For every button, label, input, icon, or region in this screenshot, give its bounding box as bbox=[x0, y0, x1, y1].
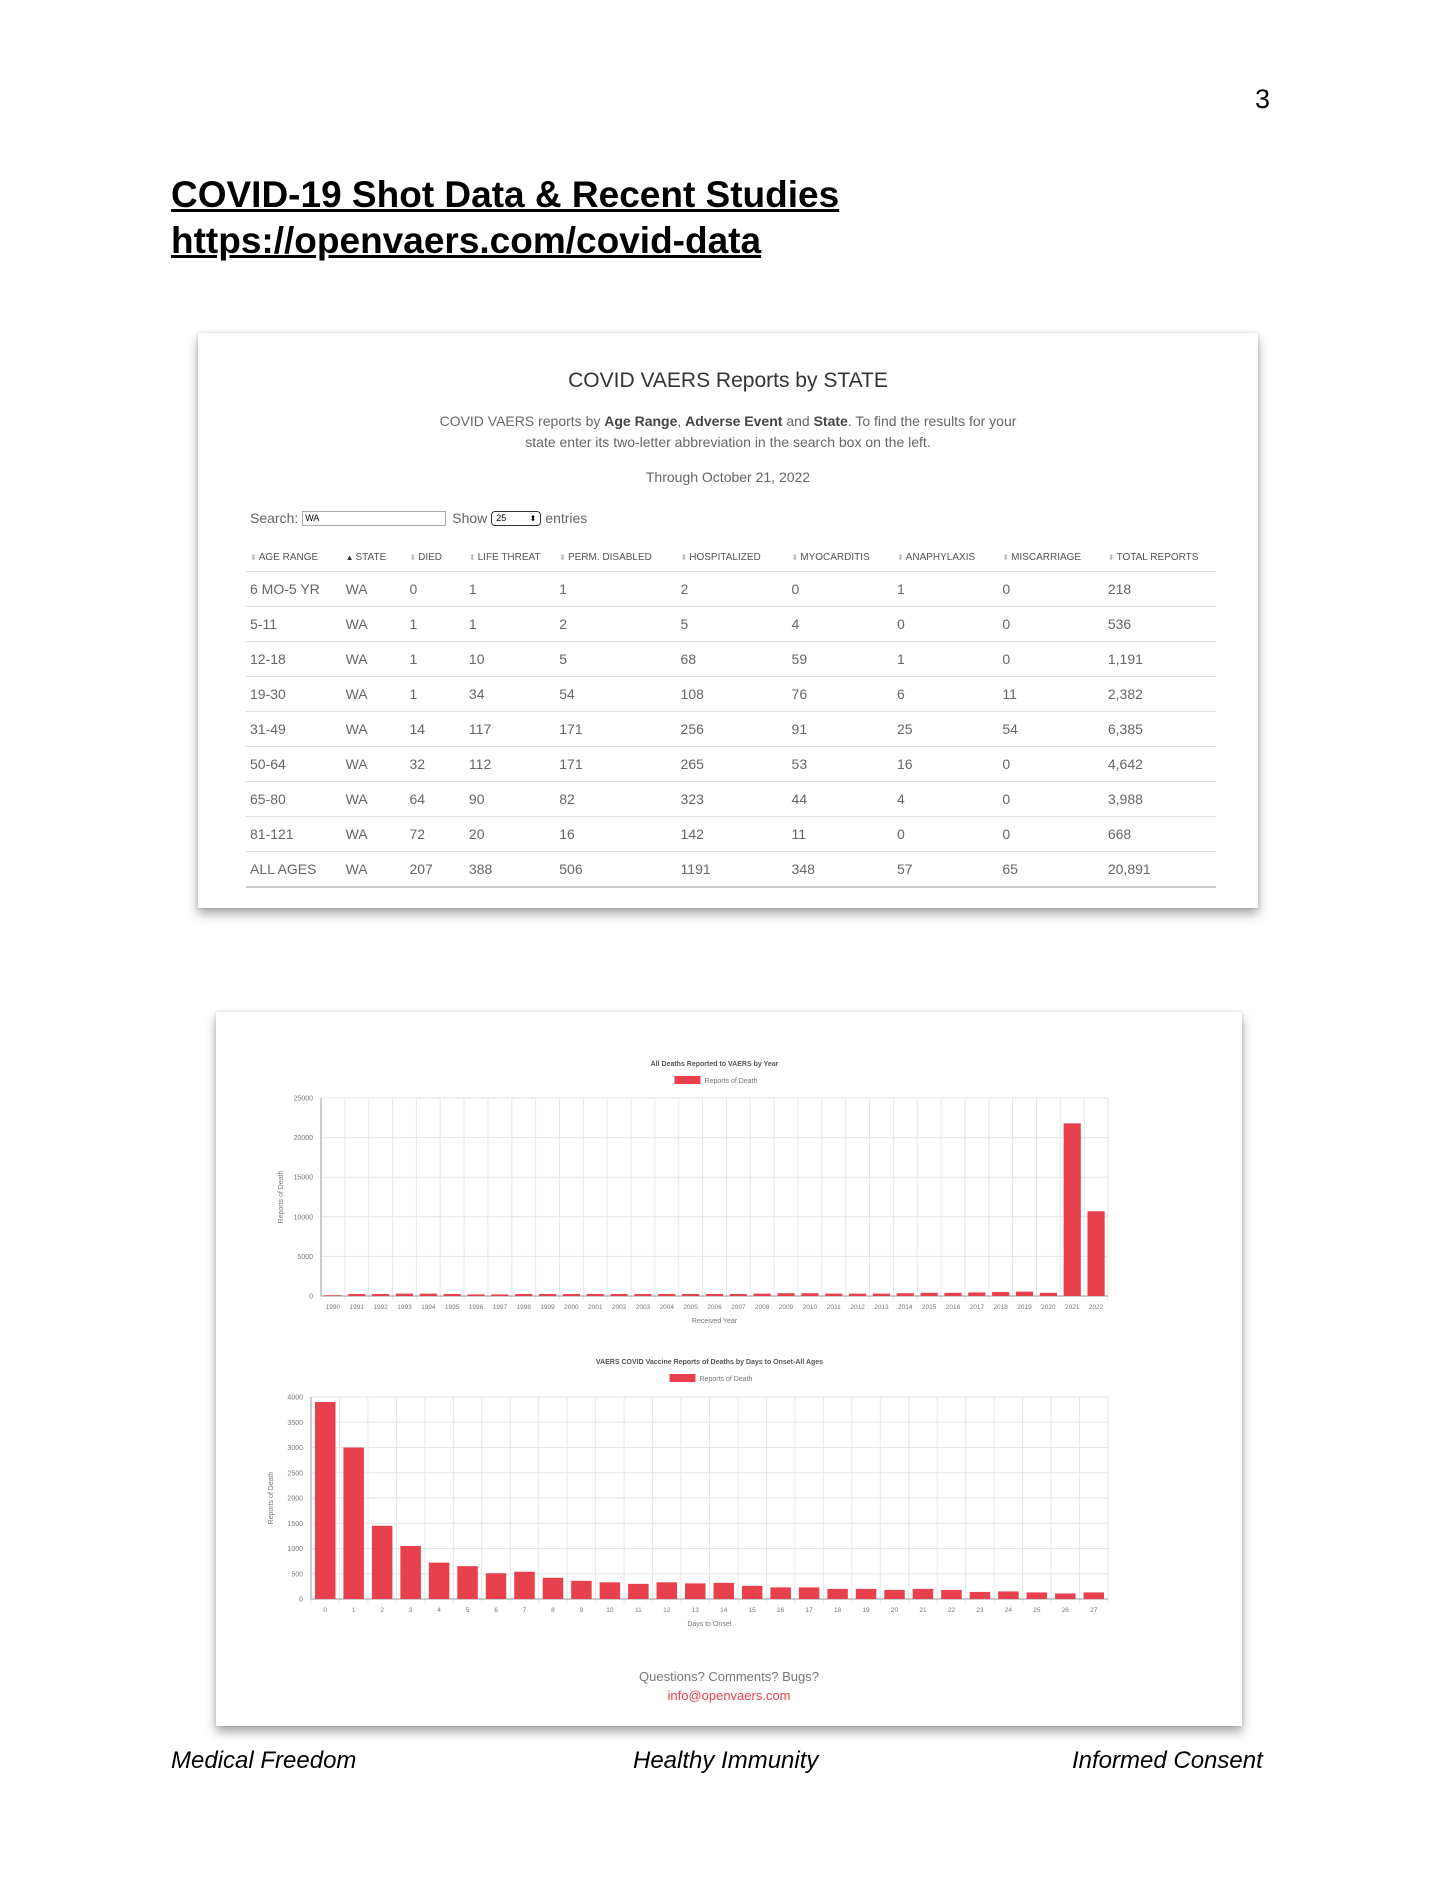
table-cell: 265 bbox=[677, 747, 788, 782]
table-cell: 1 bbox=[893, 642, 998, 677]
bar bbox=[682, 1294, 699, 1296]
table-cell: 54 bbox=[555, 677, 676, 712]
x-tick-label: 17 bbox=[805, 1607, 813, 1614]
bar bbox=[324, 1295, 341, 1296]
table-cell: 348 bbox=[788, 852, 893, 888]
show-label: Show bbox=[452, 510, 488, 526]
table-cell: 6 bbox=[893, 677, 998, 712]
table-row bbox=[246, 642, 1216, 677]
x-tick-label: 6 bbox=[494, 1607, 498, 1614]
table-cell: 0 bbox=[405, 572, 464, 607]
table-cell: 4 bbox=[788, 607, 893, 642]
bar bbox=[998, 1591, 1018, 1599]
bar bbox=[827, 1589, 847, 1599]
x-tick-label: 11 bbox=[634, 1607, 642, 1614]
legend-swatch bbox=[670, 1374, 696, 1382]
x-tick-label: 15 bbox=[748, 1607, 756, 1614]
bar bbox=[777, 1293, 794, 1296]
x-tick-label: 14 bbox=[720, 1607, 728, 1614]
y-tick-label: 1000 bbox=[287, 1546, 303, 1553]
x-tick-label: 2004 bbox=[659, 1304, 675, 1311]
bar bbox=[444, 1294, 461, 1296]
bar bbox=[457, 1566, 477, 1599]
bar bbox=[491, 1294, 508, 1296]
table-cell: 1 bbox=[405, 642, 464, 677]
table-cell: 72 bbox=[405, 817, 464, 852]
bar bbox=[315, 1402, 335, 1599]
table-cell: 34 bbox=[465, 677, 555, 712]
table-cell: 82 bbox=[555, 782, 676, 817]
x-tick-label: 2021 bbox=[1064, 1304, 1080, 1311]
x-tick-label: 2015 bbox=[921, 1304, 937, 1311]
x-tick-label: 3 bbox=[408, 1607, 413, 1614]
x-tick-label: 4 bbox=[437, 1607, 441, 1614]
column-header[interactable]: ⬍ ANAPHYLAXIS bbox=[893, 543, 998, 572]
y-tick-label: 15000 bbox=[293, 1174, 313, 1182]
x-tick-label: 2008 bbox=[754, 1304, 770, 1311]
table-cell: 1,191 bbox=[1104, 642, 1216, 677]
x-tick-label: 2016 bbox=[945, 1304, 961, 1311]
column-header[interactable]: ⬍ TOTAL REPORTS bbox=[1104, 543, 1216, 572]
table-cell: 0 bbox=[998, 747, 1103, 782]
bar bbox=[372, 1294, 389, 1296]
x-tick-label: 2001 bbox=[588, 1304, 603, 1311]
table-cell: 5-11 bbox=[246, 607, 342, 642]
bar bbox=[884, 1590, 904, 1599]
bar bbox=[657, 1582, 677, 1599]
sort-icon: ⬍ bbox=[468, 552, 476, 562]
x-tick-label: 2014 bbox=[898, 1304, 913, 1311]
x-tick-label: 2006 bbox=[707, 1304, 722, 1311]
table-cell: 1 bbox=[555, 572, 676, 607]
sort-icon: ⬍ bbox=[896, 552, 904, 562]
bar bbox=[514, 1572, 534, 1599]
table-cell: 91 bbox=[788, 712, 893, 747]
table-cell: 323 bbox=[677, 782, 788, 817]
state-table-card bbox=[198, 333, 1258, 908]
table-cell: WA bbox=[342, 817, 406, 852]
y-tick-label: 2500 bbox=[287, 1470, 303, 1478]
x-tick-label: 23 bbox=[976, 1607, 984, 1614]
x-axis-label: Received Year bbox=[691, 1318, 738, 1325]
x-axis-label: Days to Onset bbox=[687, 1621, 732, 1628]
table-cell: 6,385 bbox=[1104, 712, 1216, 747]
bar bbox=[873, 1294, 890, 1296]
y-tick-label: 5000 bbox=[297, 1253, 313, 1261]
bar bbox=[658, 1294, 675, 1296]
table-cell: 2,382 bbox=[1104, 677, 1216, 712]
table-cell: 1 bbox=[405, 677, 464, 712]
bar bbox=[396, 1294, 413, 1296]
x-tick-label: 12 bbox=[663, 1607, 671, 1614]
x-tick-label: 9 bbox=[579, 1607, 584, 1614]
x-tick-label: 2003 bbox=[635, 1304, 651, 1311]
footer-left: Medical Freedom bbox=[171, 1747, 357, 1774]
bar bbox=[730, 1294, 747, 1296]
table-cell: 44 bbox=[788, 782, 893, 817]
table-cell: 506 bbox=[555, 852, 676, 888]
table-row bbox=[246, 677, 1216, 712]
bar bbox=[685, 1583, 705, 1599]
column-header[interactable]: ⬍ PERM. DISABLED bbox=[555, 543, 676, 572]
state-table bbox=[246, 543, 1216, 888]
table-cell: WA bbox=[342, 642, 406, 677]
x-tick-label: 1996 bbox=[468, 1304, 484, 1311]
x-tick-label: 2017 bbox=[969, 1304, 985, 1311]
table-cell: 4 bbox=[893, 782, 998, 817]
table-cell: 3,988 bbox=[1104, 782, 1216, 817]
x-tick-label: 2005 bbox=[683, 1304, 698, 1311]
table-row bbox=[246, 572, 1216, 607]
table-cell: 218 bbox=[1104, 572, 1216, 607]
table-cell: 0 bbox=[893, 817, 998, 852]
table-cell: 108 bbox=[677, 677, 788, 712]
column-header[interactable]: ⬍ AGE RANGE bbox=[246, 543, 342, 572]
x-tick-label: 2011 bbox=[826, 1304, 841, 1311]
table-cell: 54 bbox=[998, 712, 1103, 747]
sort-icon: ⬍ bbox=[1002, 552, 1010, 562]
bar bbox=[628, 1584, 648, 1599]
footer-right: Informed Consent bbox=[1072, 1747, 1263, 1774]
bar bbox=[1084, 1592, 1104, 1599]
y-tick-label: 0 bbox=[309, 1293, 313, 1301]
table-cell: 536 bbox=[1104, 607, 1216, 642]
sort-icon: ⬍ bbox=[250, 552, 257, 562]
bar bbox=[849, 1294, 866, 1296]
bar bbox=[992, 1292, 1009, 1296]
table-cell: 59 bbox=[788, 642, 893, 677]
y-tick-label: 4000 bbox=[287, 1394, 303, 1402]
sort-icon: ⬍ bbox=[1107, 552, 1115, 562]
table-cell: 14 bbox=[405, 712, 464, 747]
table-cell: 25 bbox=[893, 712, 998, 747]
bar bbox=[1016, 1292, 1033, 1296]
x-tick-label: 1990 bbox=[325, 1304, 341, 1311]
table-cell: 90 bbox=[465, 782, 555, 817]
sort-icon: ⬍ bbox=[559, 552, 566, 562]
bar bbox=[467, 1294, 484, 1296]
table-cell: WA bbox=[342, 712, 406, 747]
x-tick-label: 5 bbox=[465, 1607, 470, 1614]
column-header[interactable]: ⬍ HOSPITALIZED bbox=[677, 543, 788, 572]
table-cell: 32 bbox=[405, 747, 464, 782]
x-tick-label: 8 bbox=[551, 1607, 555, 1614]
table-cell: 31-49 bbox=[246, 712, 342, 747]
x-tick-label: 7 bbox=[522, 1607, 527, 1614]
bar bbox=[897, 1293, 914, 1296]
through-date: Through October 21, 2022 bbox=[645, 469, 811, 485]
table-cell: 11 bbox=[998, 677, 1103, 712]
x-tick-label: 24 bbox=[1004, 1607, 1012, 1614]
column-header[interactable]: ⬍ DIED bbox=[405, 543, 464, 572]
legend-swatch bbox=[675, 1076, 701, 1084]
bar bbox=[400, 1546, 420, 1599]
bar bbox=[968, 1292, 985, 1296]
x-tick-label: 2018 bbox=[993, 1304, 1008, 1311]
table-row bbox=[246, 747, 1216, 782]
x-tick-label: 1992 bbox=[373, 1304, 388, 1311]
y-axis-label: Reports of Death bbox=[278, 1170, 285, 1224]
x-tick-label: 2009 bbox=[778, 1304, 794, 1311]
sort-icon: ⬍ bbox=[409, 552, 417, 562]
table-cell: 1 bbox=[465, 572, 555, 607]
bar bbox=[600, 1582, 620, 1599]
bar bbox=[754, 1294, 771, 1296]
bar bbox=[539, 1294, 556, 1296]
bar bbox=[1087, 1211, 1104, 1296]
x-tick-label: 2019 bbox=[1017, 1304, 1032, 1311]
table-cell: 0 bbox=[998, 607, 1103, 642]
x-tick-label: 10 bbox=[606, 1607, 614, 1614]
table-cell: ALL AGES bbox=[246, 852, 342, 888]
x-tick-label: 2022 bbox=[1088, 1304, 1104, 1311]
bar bbox=[1040, 1293, 1057, 1296]
bar bbox=[941, 1590, 961, 1599]
entries-select[interactable]: 25 ⬍ bbox=[491, 511, 541, 526]
column-header[interactable]: ▲ STATE bbox=[342, 543, 406, 572]
bar bbox=[706, 1294, 723, 1296]
bar bbox=[825, 1294, 842, 1296]
table-controls bbox=[250, 510, 587, 526]
y-tick-label: 500 bbox=[291, 1571, 303, 1579]
table-cell: 112 bbox=[465, 747, 555, 782]
sort-asc-icon: ▲ bbox=[345, 552, 354, 562]
column-header[interactable]: ⬍ MISCARRIAGE bbox=[998, 543, 1103, 572]
bar bbox=[348, 1294, 365, 1296]
x-tick-label: 21 bbox=[919, 1607, 927, 1614]
table-cell: 207 bbox=[405, 852, 464, 888]
table-cell: WA bbox=[342, 677, 406, 712]
footer-email-link[interactable]: info@openvaers.com bbox=[667, 1688, 791, 1703]
table-cell: 171 bbox=[555, 747, 676, 782]
bar bbox=[856, 1589, 876, 1599]
table-cell: WA bbox=[342, 572, 406, 607]
x-tick-label: 19 bbox=[862, 1607, 870, 1614]
table-description: COVID VAERS reports by Age Range, Adverse Event and State. To find the results for your state enter its two-letter abbreviation in the search box on the left. bbox=[439, 413, 1017, 450]
x-tick-label: 20 bbox=[890, 1607, 899, 1614]
bar bbox=[611, 1294, 628, 1296]
x-tick-label: 16 bbox=[777, 1607, 785, 1614]
y-axis-label: Reports of Death bbox=[268, 1471, 275, 1525]
x-tick-label: 2002 bbox=[611, 1304, 627, 1311]
x-tick-label: 2007 bbox=[731, 1304, 746, 1311]
table-cell: 2 bbox=[555, 607, 676, 642]
sort-icon: ⬍ bbox=[680, 552, 688, 562]
table-cell: 1 bbox=[893, 572, 998, 607]
table-cell: 171 bbox=[555, 712, 676, 747]
y-tick-label: 1500 bbox=[287, 1520, 303, 1528]
x-tick-label: 2010 bbox=[802, 1304, 818, 1311]
table-row bbox=[246, 782, 1216, 817]
bar bbox=[1064, 1123, 1081, 1296]
footer-center: Healthy Immunity bbox=[633, 1747, 819, 1774]
column-header[interactable]: ⬍ LIFE THREAT bbox=[465, 543, 555, 572]
bar bbox=[543, 1578, 563, 1599]
x-tick-label: 1993 bbox=[397, 1304, 412, 1311]
y-tick-label: 20000 bbox=[293, 1135, 313, 1143]
y-tick-label: 2000 bbox=[287, 1495, 303, 1503]
table-cell: WA bbox=[342, 747, 406, 782]
table-row bbox=[246, 607, 1216, 642]
table-row bbox=[246, 712, 1216, 747]
bar bbox=[770, 1587, 790, 1599]
y-tick-label: 3500 bbox=[287, 1419, 303, 1427]
chart-title: All Deaths Reported to VAERS by Year bbox=[650, 1061, 779, 1068]
x-tick-label: 1997 bbox=[492, 1304, 508, 1311]
table-cell: 0 bbox=[893, 607, 998, 642]
table-cell: 20 bbox=[465, 817, 555, 852]
y-tick-label: 3000 bbox=[287, 1445, 303, 1452]
table-cell: 142 bbox=[677, 817, 788, 852]
bar bbox=[1055, 1593, 1075, 1599]
table-cell: 2 bbox=[677, 572, 788, 607]
x-tick-label: 26 bbox=[1061, 1607, 1069, 1614]
bar bbox=[713, 1583, 733, 1599]
bar bbox=[563, 1294, 580, 1296]
table-cell: 4,642 bbox=[1104, 747, 1216, 782]
bar bbox=[742, 1586, 762, 1599]
x-tick-label: 18 bbox=[833, 1607, 842, 1614]
x-tick-label: 2013 bbox=[874, 1304, 889, 1311]
page-heading bbox=[171, 172, 839, 264]
x-tick-label: 2020 bbox=[1041, 1304, 1056, 1311]
table-row bbox=[246, 852, 1216, 888]
x-tick-label: 1991 bbox=[349, 1304, 365, 1311]
table-cell: 11 bbox=[788, 817, 893, 852]
table-cell: 5 bbox=[677, 607, 788, 642]
bar bbox=[343, 1448, 363, 1600]
table-cell: 20,891 bbox=[1104, 852, 1216, 888]
deaths-by-year-chart bbox=[216, 1032, 1242, 1332]
table-cell: 0 bbox=[998, 572, 1103, 607]
table-cell: 0 bbox=[998, 817, 1103, 852]
table-cell: 1191 bbox=[677, 852, 788, 888]
column-header[interactable]: ⬍ MYOCARDITIS bbox=[788, 543, 893, 572]
x-tick-label: 1998 bbox=[516, 1304, 531, 1311]
bar bbox=[913, 1589, 933, 1599]
heading-title: COVID-19 Shot Data & Recent Studies bbox=[171, 174, 840, 215]
x-tick-label: 25 bbox=[1033, 1607, 1041, 1614]
charts-card bbox=[216, 1012, 1242, 1726]
table-cell: WA bbox=[342, 852, 406, 888]
table-cell: 5 bbox=[555, 642, 676, 677]
table-cell: 0 bbox=[998, 642, 1103, 677]
bar bbox=[486, 1573, 506, 1599]
table-cell: 16 bbox=[893, 747, 998, 782]
select-arrow-icon: ⬍ bbox=[529, 513, 537, 523]
x-tick-label: 1994 bbox=[421, 1304, 436, 1311]
table-cell: 6 MO-5 YR bbox=[246, 572, 342, 607]
x-tick-label: 1995 bbox=[444, 1304, 460, 1311]
bar bbox=[515, 1294, 532, 1296]
x-tick-label: 2 bbox=[380, 1607, 384, 1614]
table-cell: 1 bbox=[465, 607, 555, 642]
table-cell: 1 bbox=[405, 607, 464, 642]
heading-url[interactable]: https://openvaers.com/covid-data bbox=[171, 220, 762, 261]
bar bbox=[921, 1293, 938, 1296]
x-tick-label: 1999 bbox=[540, 1304, 555, 1311]
bar bbox=[801, 1293, 818, 1296]
bar bbox=[372, 1526, 392, 1599]
y-tick-label: 0 bbox=[299, 1596, 303, 1604]
x-tick-label: 2000 bbox=[564, 1304, 579, 1311]
table-cell: 81-121 bbox=[246, 817, 342, 852]
bar bbox=[420, 1294, 437, 1296]
table-cell: 57 bbox=[893, 852, 998, 888]
bar bbox=[587, 1294, 604, 1296]
y-tick-label: 10000 bbox=[293, 1214, 313, 1222]
table-cell: 117 bbox=[465, 712, 555, 747]
bar bbox=[429, 1563, 449, 1599]
bar bbox=[944, 1293, 961, 1296]
table-cell: WA bbox=[342, 607, 406, 642]
x-tick-label: 0 bbox=[323, 1607, 328, 1614]
sort-icon: ⬍ bbox=[791, 552, 799, 562]
bar bbox=[571, 1581, 591, 1599]
table-cell: 19-30 bbox=[246, 677, 342, 712]
chart-title: VAERS COVID Vaccine Reports of Deaths by Days to Onset-All Ages bbox=[595, 1359, 824, 1366]
bar bbox=[970, 1592, 990, 1599]
x-tick-label: 27 bbox=[1090, 1607, 1098, 1614]
search-label: Search: bbox=[250, 510, 299, 526]
table-cell: 64 bbox=[405, 782, 464, 817]
x-tick-label: 1 bbox=[351, 1607, 356, 1614]
table-title: COVID VAERS Reports by STATE bbox=[568, 369, 888, 392]
table-row bbox=[246, 817, 1216, 852]
legend-label: Reports of Death bbox=[704, 1078, 758, 1085]
x-tick-label: 22 bbox=[947, 1607, 956, 1614]
bar bbox=[799, 1587, 819, 1599]
table-cell: 0 bbox=[788, 572, 893, 607]
deaths-by-onset-chart bbox=[216, 1330, 1242, 1640]
x-tick-label: 13 bbox=[691, 1607, 699, 1614]
table-cell: 668 bbox=[1104, 817, 1216, 852]
table-cell: 388 bbox=[465, 852, 555, 888]
table-cell: 76 bbox=[788, 677, 893, 712]
bar bbox=[1027, 1592, 1047, 1599]
table-cell: 12-18 bbox=[246, 642, 342, 677]
table-cell: 65 bbox=[998, 852, 1103, 888]
footer-question: Questions? Comments? Bugs? bbox=[639, 1669, 819, 1684]
table-cell: 10 bbox=[465, 642, 555, 677]
y-tick-label: 25000 bbox=[293, 1095, 313, 1103]
table-cell: 53 bbox=[788, 747, 893, 782]
bar bbox=[634, 1294, 651, 1296]
table-cell: WA bbox=[342, 782, 406, 817]
table-cell: 16 bbox=[555, 817, 676, 852]
entries-label: entries bbox=[545, 510, 588, 526]
table-cell: 68 bbox=[677, 642, 788, 677]
x-tick-label: 2012 bbox=[850, 1304, 865, 1311]
table-cell: 50-64 bbox=[246, 747, 342, 782]
legend-label: Reports of Death bbox=[699, 1376, 753, 1383]
table-cell: 65-80 bbox=[246, 782, 342, 817]
search-input[interactable]: WA bbox=[302, 511, 446, 526]
table-cell: 0 bbox=[998, 782, 1103, 817]
page-number: 3 bbox=[1255, 84, 1271, 114]
table-cell: 256 bbox=[677, 712, 788, 747]
